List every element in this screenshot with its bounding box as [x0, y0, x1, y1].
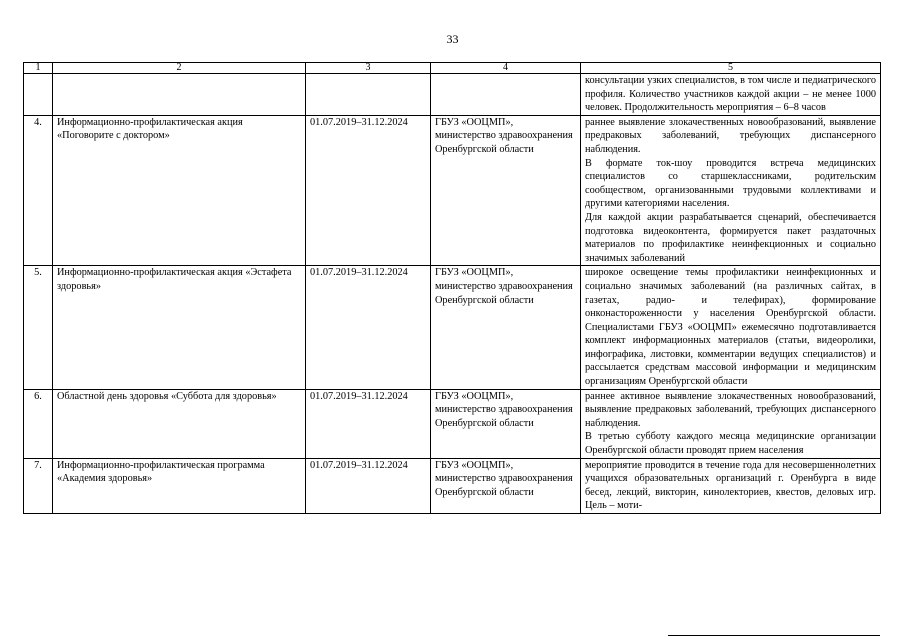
cell-period: 01.07.2019–31.12.2024 [306, 266, 431, 389]
cell-name: Информационно-профилактическая акция «Эстафета здоровья» [53, 266, 306, 389]
description-paragraph: широкое освещение темы профилактики неинфекционных и социально значимых заболеваний (на различных сайтах, в газетах, радио- и телефирах), формирование онконастороженности у населения Оренбургской области. Специалистами ГБУЗ «ООЦМП» ежемесячно подготавливается комплект информационных материалов (статьи, видеоролики, инфографика, листовки, комментарии ведущих специалистов) и рассылается средствам массовой информации и медицинским организациям Оренбургской области [585, 267, 876, 388]
cell-period: 01.07.2019–31.12.2024 [306, 458, 431, 513]
cell-number: 5. [24, 266, 53, 389]
column-header: 2 [53, 63, 306, 74]
cell-name: Информационно-профилактическая программа «Академия здоровья» [53, 458, 306, 513]
cell-number: 6. [24, 389, 53, 458]
table-row [24, 115, 881, 266]
description-paragraph: мероприятие проводится в течение года для несовершеннолетних учащихся образовательных организаций г. Оренбурга в виде бесед, лекций, викторин, кинолекториев, квестов, деловых игр. Цель – моти- [585, 459, 876, 512]
cell-description [581, 389, 881, 458]
cell-number [24, 74, 53, 116]
column-header: 4 [431, 63, 581, 74]
cell-description [581, 266, 881, 389]
description-paragraph: раннее активное выявление злокачественных новообразований, выявление предраковых заболеваний, требующих диспансерного наблюдения. [585, 390, 876, 429]
cell-name [53, 74, 306, 116]
cell-executor [431, 74, 581, 116]
cell-description [581, 74, 881, 116]
cell-period [306, 74, 431, 116]
cell-period: 01.07.2019–31.12.2024 [306, 389, 431, 458]
cell-description [581, 458, 881, 513]
column-header: 5 [581, 63, 881, 74]
description-paragraph: В формате ток-шоу проводится встреча медицинских специалистов со старшеклассниками, родительским сообществом, организованными трудовыми коллективами и другими категориями населения. [585, 157, 876, 210]
footer-rule [668, 635, 880, 636]
table-header-row [24, 63, 881, 74]
cell-period: 01.07.2019–31.12.2024 [306, 115, 431, 266]
cell-executor: ГБУЗ «ООЦМП», министерство здравоохранения Оренбургской области [431, 115, 581, 266]
description-paragraph: В третью субботу каждого месяца медицинские организации Оренбургской области проводят прием населения [585, 431, 876, 457]
cell-executor: ГБУЗ «ООЦМП», министерство здравоохранения Оренбургской области [431, 458, 581, 513]
page-number: 33 [446, 32, 459, 46]
table-row [24, 266, 881, 389]
measures-table [23, 62, 881, 514]
description-paragraph: консультации узких специалистов, в том числе и педиатрического профиля. Количество участников каждой акции – не менее 1000 человек. Продолжительность мероприятия – 6–8 часов [585, 75, 876, 114]
cell-number: 7. [24, 458, 53, 513]
column-header: 1 [24, 63, 53, 74]
table-row [24, 389, 881, 458]
table-row [24, 458, 881, 513]
cell-executor: ГБУЗ «ООЦМП», министерство здравоохранения Оренбургской области [431, 389, 581, 458]
cell-executor: ГБУЗ «ООЦМП», министерство здравоохранения Оренбургской области [431, 266, 581, 389]
cell-name: Информационно-профилактическая акция «Поговорите с доктором» [53, 115, 306, 266]
cell-description [581, 115, 881, 266]
table-row-continuation [24, 74, 881, 116]
cell-name: Областной день здоровья «Суббота для здоровья» [53, 389, 306, 458]
column-header: 3 [306, 63, 431, 74]
description-paragraph: раннее выявление злокачественных новообразований, выявление предраковых заболеваний, требующих диспансерного наблюдения. [585, 116, 876, 155]
cell-number: 4. [24, 115, 53, 266]
description-paragraph: Для каждой акции разрабатывается сценарий, обеспечивается подготовка видеоконтента, формируется пакет раздаточных материалов по профилактике неинфекционных и социально значимых заболеваний [585, 211, 876, 264]
